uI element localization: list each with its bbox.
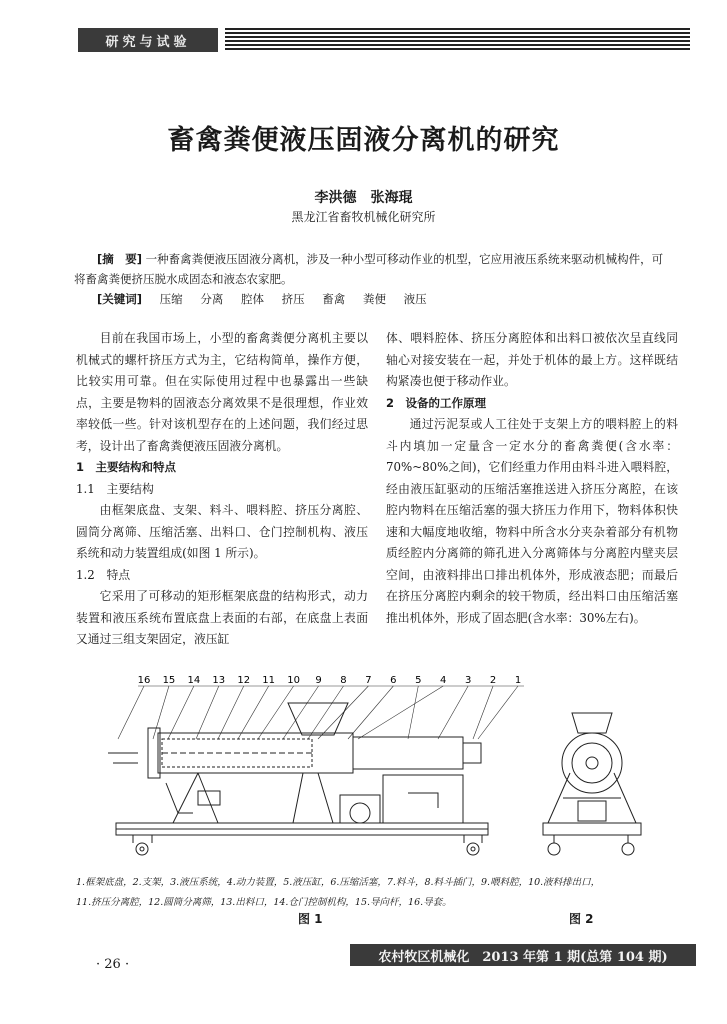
part-number-label: 2	[489, 675, 497, 686]
keyword: 分离	[200, 292, 224, 306]
leader-line	[118, 686, 144, 739]
affiliation: 黑龙江省畜牧机械化研究所	[291, 210, 436, 224]
figure-caption	[76, 873, 692, 913]
part-number-labels	[138, 675, 522, 686]
keyword: 腔体	[240, 292, 264, 306]
leader-line	[438, 686, 468, 739]
paragraph: 由框架底盘、支架、料斗、喂料腔、挤压分离腔、圆筒分离筛、压缩活塞、出料口、仓门控制机构、液压系统和动力装置组成(如图 1 所示)。	[76, 503, 368, 560]
keyword: 挤压	[281, 292, 305, 306]
part-number-label: 14	[187, 675, 201, 686]
paragraph: 目前在我国市场上，小型的畜禽粪便分离机主要以机械式的螺杆挤压方式为主，它结构简单，操作方便，比较实用可靠。但在实际使用过程中也暴露出一些缺点，主要是物料的固液态分离效果不是很理想，作业效率较低一些。针对该机型存在的上述问题，我们经过思考，设计出了畜禽粪便液压固液分离机。	[76, 331, 368, 453]
part-number-label: 6	[390, 675, 397, 686]
section-tag: 研究与试验	[78, 28, 218, 52]
keyword: 粪便	[362, 292, 386, 306]
leader-line	[408, 686, 418, 739]
journal-footer: 农村牧区机械化 2013 年第 1 期(总第 104 期)	[350, 944, 696, 966]
part-number-label: 8	[340, 675, 347, 686]
part-number-label: 16	[137, 675, 151, 686]
left-column	[76, 328, 368, 651]
subsection-heading: 1.2 特点	[76, 567, 131, 582]
leader-line	[168, 686, 194, 739]
subsection-heading: 1.1 主要结构	[76, 481, 154, 496]
figure-1-label: 图 1	[298, 912, 323, 926]
part-number-label: 13	[212, 675, 226, 686]
leader-line	[473, 686, 493, 739]
figure-1-drawing	[108, 703, 488, 855]
page-number: · 26 ·	[96, 957, 130, 972]
part-number-label: 3	[464, 675, 472, 686]
leader-line	[196, 686, 219, 739]
keyword: 畜禽	[322, 292, 346, 306]
abstract-tag: [摘 要]	[97, 252, 143, 266]
figure-2-drawing	[543, 713, 641, 855]
part-number-label: 15	[162, 675, 176, 686]
keyword: 液压	[403, 292, 427, 306]
right-column	[386, 328, 678, 629]
paragraph: 它采用了可移动的矩形框架底盘的结构形式，动力装置和液压系统布置底盘上表面的右部，在底盘上表面又通过三组支架固定，液压缸	[76, 589, 368, 646]
abstract-text: 一种畜禽粪便液压固液分离机，涉及一种小型可移动作业的机型，它应用液压系统来驱动机械构件，可将畜禽粪便挤压脱水成固态和液态农家肥。	[74, 252, 664, 286]
leader-line	[153, 686, 169, 739]
keywords	[74, 289, 674, 309]
leader-line	[478, 686, 518, 739]
figure-2-label: 图 2	[569, 912, 594, 926]
part-number-label: 5	[415, 675, 422, 686]
part-number-label: 9	[315, 675, 322, 686]
paragraph: 体、喂料腔体、挤压分离腔体和出料口被依次呈直线同轴心对接安装在一起，并处于机体的最上方。这样既结构紧凑也便于移动作业。	[386, 331, 678, 388]
caption-line: 11.挤压分离腔，12.圆筒分离筛，13.出料口，14.仓门控制机构，15.导向杆，16.导套。	[76, 897, 452, 908]
keyword: 压缩	[159, 292, 183, 306]
part-number-label: 4	[440, 675, 447, 686]
part-number-label: 10	[287, 675, 300, 686]
section-heading: 2 设备的工作原理	[386, 395, 487, 410]
part-number-label: 11	[262, 675, 276, 686]
section-heading: 1 主要结构和特点	[76, 460, 177, 474]
part-number-label: 1	[514, 675, 522, 686]
leader-line	[218, 686, 244, 739]
authors: 李洪德 张海琨	[314, 190, 413, 206]
leader-lines	[118, 686, 524, 739]
abstract	[74, 249, 674, 309]
header-rule	[225, 28, 690, 50]
part-number-label: 12	[237, 675, 251, 686]
caption-line: 1.框架底盘，2.支架，3.液压系统，4.动力装置，5.液压缸，6.压缩活塞，7.料斗，8.料斗插门，9.喂料腔，10.液料排出口，	[76, 877, 601, 888]
leader-line	[238, 686, 269, 739]
keywords-tag: [关键词]	[97, 292, 143, 306]
part-number-label: 7	[365, 675, 372, 686]
paragraph: 通过污泥泵或人工往处于支架上方的喂料腔上的料斗内填加一定量含一定水分的畜禽粪便(含水率：70%~80%之间)，它们经重力作用由料斗进入喂料腔，经由液压缸驱动的压缩活塞推送进入挤压分离腔，在该腔内物料在压缩活塞的强大挤压力作用下，物料体积快速和大幅度地收缩，物料中所含水分夹杂着部分有机物质经腔内分离筛的筛孔进入分离筛体与分离腔内壁夹层空间，由液料排出口排出机体外，形成液态肥；而最后在挤压分离腔内剩余的较干物质，经出料口由压缩活塞推出机体外，形成了固态肥(含水率：30%左右)。	[386, 417, 678, 625]
article-title: 畜禽粪便液压固液分离机的研究	[167, 125, 560, 156]
figure-drawings	[78, 673, 698, 871]
